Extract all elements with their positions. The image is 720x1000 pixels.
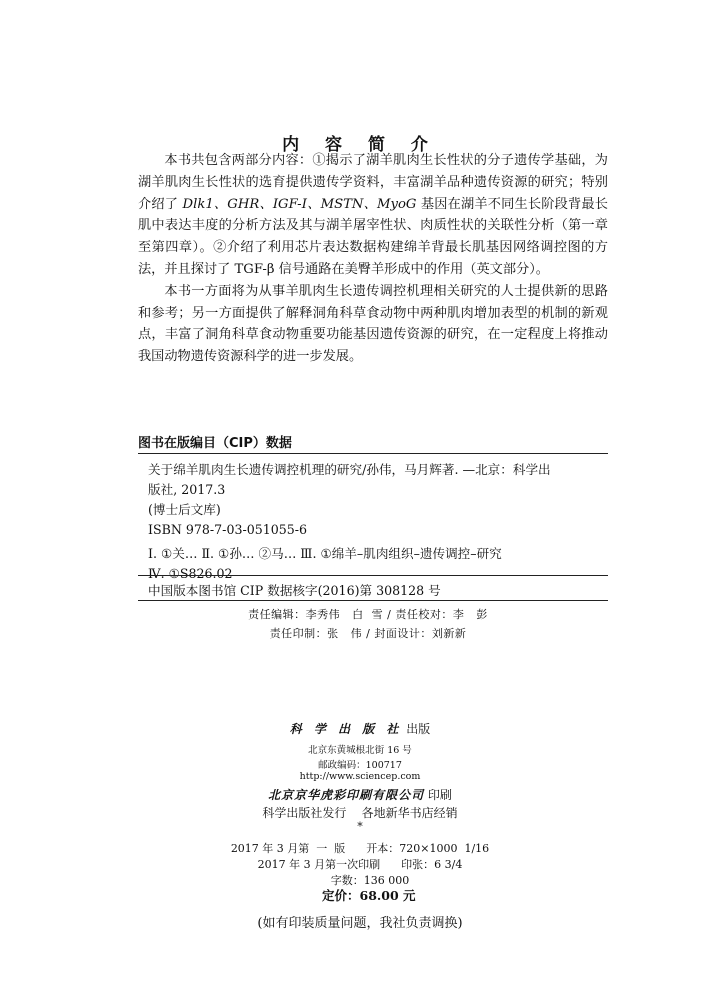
cip-classification: Ⅳ. ①S826.02 — [148, 566, 233, 581]
page-title: 内 容 简 介 — [282, 135, 438, 155]
word-count: 字数：136 000 — [330, 874, 410, 887]
cip-title-line: 关于绵羊肌肉生长遗传调控机理的研究/孙伟，马月辉著. —北京：科学出 — [148, 462, 551, 477]
cip-number: 中国版本图书馆 CIP 数据核字(2016)第 308128 号 — [148, 583, 441, 598]
distribution: 科学出版社发行 各地新华书店经销 — [262, 806, 458, 820]
printing-line: 2017 年 3 月第一次印刷 印张：6 3/4 — [257, 858, 463, 871]
cip-record — [148, 460, 603, 584]
summary-paragraph-1 — [138, 150, 608, 281]
publisher-name — [0, 720, 720, 737]
publisher-url: http://www.sciencep.com — [299, 771, 421, 782]
quality-notice: (如有印装质量问题，我社负责调换) — [257, 916, 463, 931]
divider — [138, 453, 608, 454]
divider — [138, 600, 608, 601]
cip-series: (博士后文库) — [148, 502, 221, 517]
cip-title-line: 版社, 2017.3 — [148, 482, 226, 497]
divider — [138, 575, 608, 576]
publisher-address: 北京东黄城根北街 16 号 — [308, 745, 412, 756]
printer-suffix: 印刷 — [427, 788, 452, 802]
content-summary — [138, 150, 608, 368]
separator-star: * — [357, 820, 363, 833]
cip-header: 图书在版编目（CIP）数据 — [138, 436, 292, 451]
printer-name: 北京京华虎彩印刷有限公司 — [268, 788, 425, 802]
cip-classification: Ⅰ. ①关… Ⅱ. ①孙… ②马… Ⅲ. ①绵羊–肌肉组织–遗传调控–研究 — [148, 546, 502, 561]
production-credits: 责任印制：张 伟 / 封面设计：刘新新 — [269, 627, 467, 640]
gene-names: Dlk1、GHR、IGF-Ⅰ、MSTN、MyoG — [182, 196, 417, 212]
printer — [0, 786, 720, 803]
price: 定价：68.00 元 — [322, 888, 416, 903]
edition-line: 2017 年 3 月第 一 版 开本：720×1000 1/16 — [230, 842, 490, 855]
summary-text: 本书共包含两部分内容：①揭示了湖羊肌肉生长性状的分子遗传学基础，为湖羊肌肉生长性状的选育提供遗传学资料，丰富湖羊品种遗传资源的研究；特别介绍了 — [138, 153, 608, 212]
publisher-logo-text: 科 学 出 版 社 — [289, 722, 403, 736]
publisher-postcode: 邮政编码：100717 — [318, 760, 402, 771]
summary-paragraph-2: 本书一方面将为从事羊肌肉生长遗传调控机理相关研究的人士提供新的思路和参考；另一方面提供了解释洞角科草食动物中两种肌肉增加表型的机制的新观点，丰富了洞角科草食动物重要功能基因遗传资源的研究，在一定程度上将推动我国动物遗传资源科学的进一步发展。 — [138, 283, 608, 365]
summary-text: 基因在湖羊不同生长阶段背最长肌中表达丰度的分析方法及其与湖羊屠宰性状、肉质性状的关联性分析（第一章至第四章）。②介绍了利用芯片表达数据构建绵羊背最长肌基因网络调控图的方法，并且探讨了 TGF-β 信号通路在美臀羊形成中的作用（英文部分）。 — [138, 196, 608, 277]
cip-isbn: ISBN 978-7-03-051055-6 — [148, 522, 308, 537]
editor-credits: 责任编辑：李秀伟 白 雪 / 责任校对：李 彭 — [248, 608, 488, 621]
publisher-suffix: 出版 — [406, 722, 431, 736]
